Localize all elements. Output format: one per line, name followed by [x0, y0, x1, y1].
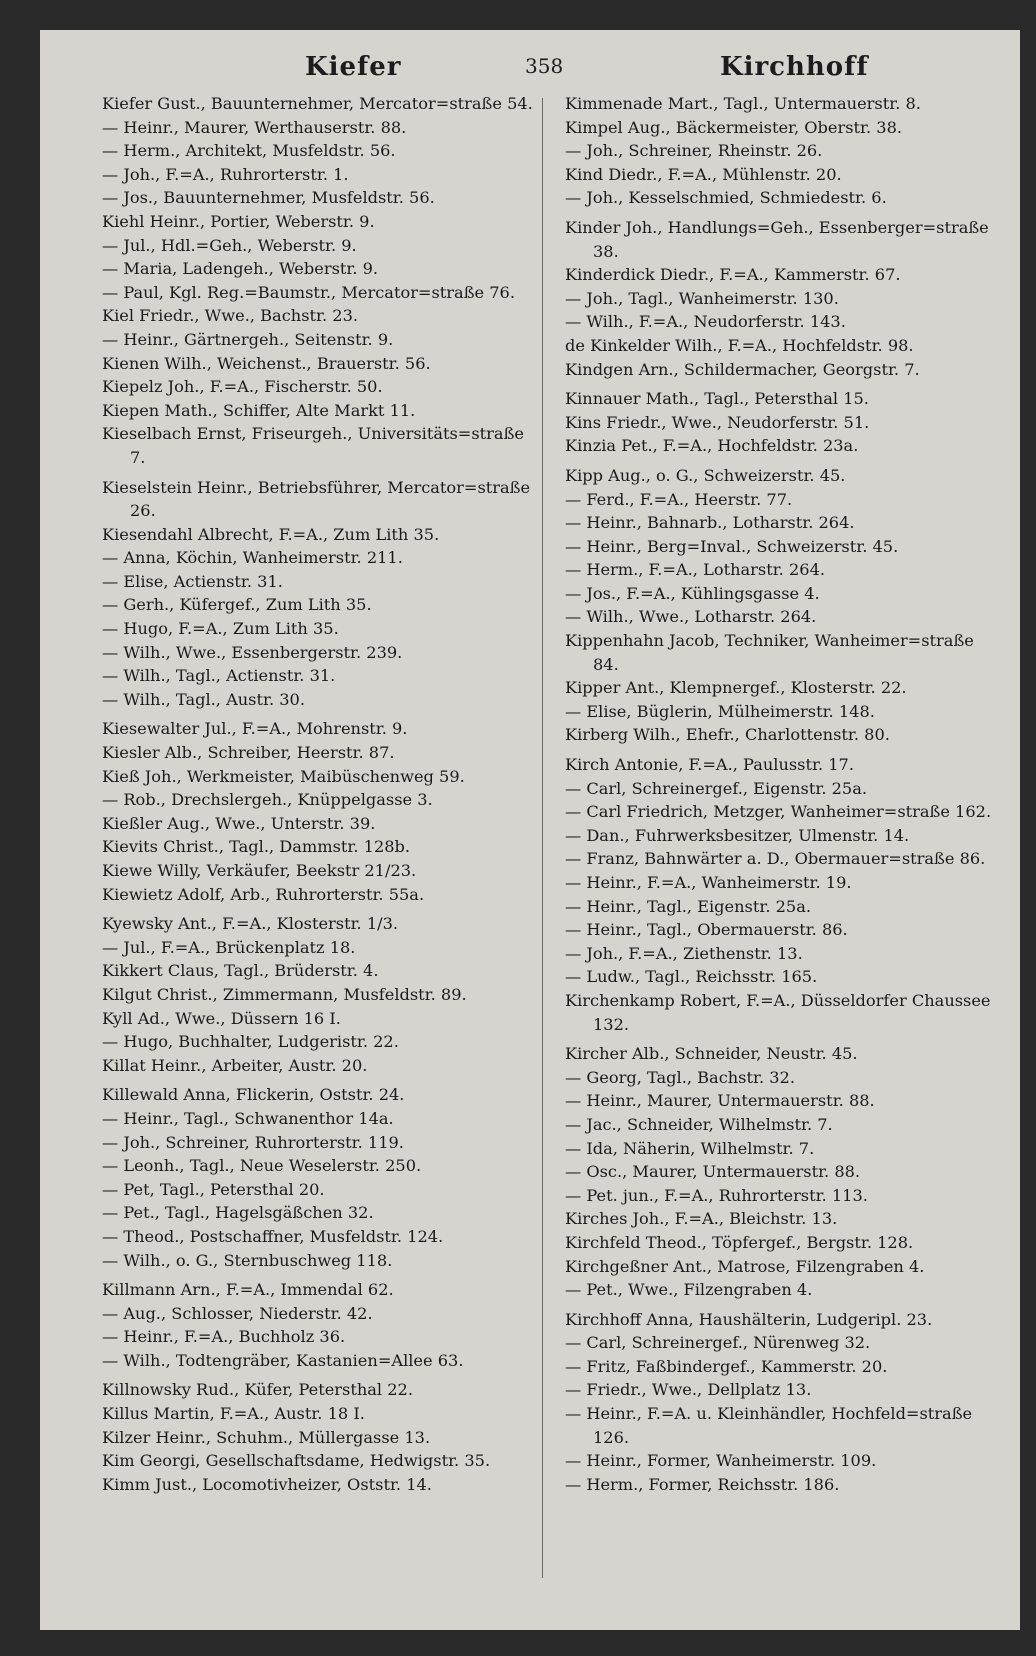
- directory-entry: — Heinr., Maurer, Untermauerstr. 88.: [565, 1091, 875, 1111]
- directory-entry: Kirch Antonie, F.=A., Paulusstr. 17.: [565, 755, 854, 775]
- directory-entry: Kirberg Wilh., Ehefr., Charlottenstr. 80.: [565, 725, 890, 745]
- directory-entry: — Wilh., Wwe., Essenbergerstr. 239.: [102, 642, 403, 662]
- directory-entry: — Pet., Wwe., Filzengraben 4.: [565, 1280, 813, 1300]
- directory-entry: Kirchenkamp Robert, F.=A., Düsseldorfer Chaussee 132.: [565, 990, 991, 1034]
- directory-entry: Kienen Wilh., Weichenst., Brauerstr. 56.: [102, 353, 431, 373]
- directory-entry: Kirches Joh., F.=A., Bleichstr. 13.: [565, 1209, 838, 1229]
- directory-entry: — Ludw., Tagl., Reichsstr. 165.: [565, 967, 818, 987]
- directory-entry: — Heinr., Bahnarb., Lotharstr. 264.: [565, 513, 855, 533]
- directory-entry: — Joh., Tagl., Wanheimerstr. 130.: [565, 288, 839, 308]
- directory-entry: Kiel Friedr., Wwe., Bachstr. 23.: [102, 306, 359, 326]
- directory-entry: — Wilh., Tagl., Actienstr. 31.: [102, 666, 336, 686]
- directory-entry: — Heinr., F.=A., Buchholz 36.: [102, 1327, 346, 1347]
- directory-entry: Killus Martin, F.=A., Austr. 18 I.: [102, 1404, 365, 1424]
- directory-entry: — Carl, Schreinergef., Nürenweg 32.: [565, 1333, 871, 1353]
- directory-entry: — Heinr., Maurer, Werthauserstr. 88.: [102, 117, 407, 137]
- directory-entry: — Osc., Maurer, Untermauerstr. 88.: [565, 1162, 861, 1182]
- directory-entry: — Ferd., F.=A., Heerstr. 77.: [565, 489, 793, 509]
- directory-entry: Kirchhoff Anna, Haushälterin, Ludgeripl. 23.: [565, 1309, 933, 1329]
- directory-entry: Kind Diedr., F.=A., Mühlenstr. 20.: [565, 164, 842, 184]
- directory-entry: — Pet. jun., F.=A., Ruhrorterstr. 113.: [565, 1185, 868, 1205]
- directory-entry: Kins Friedr., Wwe., Neudorferstr. 51.: [565, 412, 870, 432]
- directory-entry: — Heinr., Tagl., Schwanenthor 14a.: [102, 1108, 394, 1128]
- directory-entry: Kiehl Heinr., Portier, Weberstr. 9.: [102, 211, 375, 231]
- directory-entry: Kinzia Pet., F.=A., Hochfeldstr. 23a.: [565, 436, 859, 456]
- directory-entry: — Heinr., Tagl., Eigenstr. 25a.: [565, 896, 812, 916]
- directory-entry: Kircher Alb., Schneider, Neustr. 45.: [565, 1044, 858, 1064]
- directory-entry: — Pet., Tagl., Hagelsgäßchen 32.: [102, 1203, 374, 1223]
- column-divider: [542, 98, 543, 1578]
- directory-entry: — Jul., F.=A., Brückenplatz 18.: [102, 937, 356, 957]
- directory-entry: — Rob., Drechslergeh., Knüppelgasse 3.: [102, 790, 433, 810]
- right-column: [565, 92, 1000, 1496]
- directory-entry: Killnowsky Rud., Küfer, Petersthal 22.: [102, 1380, 413, 1400]
- directory-entry: — Joh., F.=A., Ziethenstr. 13.: [565, 943, 803, 963]
- directory-entry: — Pet, Tagl., Petersthal 20.: [102, 1179, 325, 1199]
- page-number: 358: [525, 54, 564, 78]
- directory-entry: — Wilh., o. G., Sternbuschweg 118.: [102, 1250, 393, 1270]
- directory-entry: — Joh., Schreiner, Rheinstr. 26.: [565, 141, 823, 161]
- directory-entry: Kieselstein Heinr., Betriebsführer, Mercator=straße 26.: [102, 477, 531, 521]
- directory-entry: — Ida, Näherin, Wilhelmstr. 7.: [565, 1138, 815, 1158]
- directory-entry: — Dan., Fuhrwerksbesitzer, Ulmenstr. 14.: [565, 825, 910, 845]
- directory-entry: — Jos., Bauunternehmer, Musfeldstr. 56.: [102, 188, 435, 208]
- directory-entry: Kiefer Gust., Bauunternehmer, Mercator=straße 54.: [102, 94, 533, 113]
- directory-entry: Kiesendahl Albrecht, F.=A., Zum Lith 35.: [102, 524, 440, 544]
- directory-entry: — Jac., Schneider, Wilhelmstr. 7.: [565, 1114, 833, 1134]
- directory-entry: Kiewietz Adolf, Arb., Ruhrorterstr. 55a.: [102, 884, 425, 904]
- directory-entry: Killmann Arn., F.=A., Immendal 62.: [102, 1280, 394, 1300]
- directory-entry: — Georg, Tagl., Bachstr. 32.: [565, 1067, 795, 1087]
- directory-entry: — Heinr., Gärtnergeh., Seitenstr. 9.: [102, 329, 394, 349]
- directory-entry: — Theod., Postschaffner, Musfeldstr. 124.: [102, 1226, 444, 1246]
- directory-entry: Killat Heinr., Arbeiter, Austr. 20.: [102, 1055, 368, 1075]
- directory-entry: Kilzer Heinr., Schuhm., Müllergasse 13.: [102, 1427, 431, 1447]
- directory-entry: Kirchgeßner Ant., Matrose, Filzengraben 4.: [565, 1256, 925, 1276]
- directory-entry: — Wilh., Wwe., Lotharstr. 264.: [565, 607, 817, 627]
- directory-entry: — Gerh., Küfergef., Zum Lith 35.: [102, 595, 372, 615]
- directory-entry: Kievits Christ., Tagl., Dammstr. 128b.: [102, 837, 411, 857]
- directory-entry: — Aug., Schlosser, Niederstr. 42.: [102, 1303, 373, 1323]
- directory-entry: — Hugo, F.=A., Zum Lith 35.: [102, 619, 339, 639]
- directory-entry: Kieselbach Ernst, Friseurgeh., Universitäts=straße 7.: [102, 424, 524, 467]
- header-left-word: Kiefer: [305, 52, 402, 82]
- directory-entry: de Kinkelder Wilh., F.=A., Hochfeldstr. 98.: [565, 335, 914, 355]
- directory-entry: — Anna, Köchin, Wanheimerstr. 211.: [102, 548, 403, 568]
- directory-entry: — Herm., Architekt, Musfeldstr. 56.: [102, 141, 396, 161]
- directory-entry: Kindgen Arn., Schildermacher, Georgstr. 7.: [565, 359, 920, 379]
- directory-entry: — Herm., F.=A., Lotharstr. 264.: [565, 560, 826, 580]
- directory-entry: — Heinr., Former, Wanheimerstr. 109.: [565, 1451, 877, 1471]
- page-header: [40, 40, 1020, 90]
- directory-entry: — Carl, Schreinergef., Eigenstr. 25a.: [565, 778, 868, 798]
- directory-entry: — Heinr., F.=A. u. Kleinhändler, Hochfeld=straße 126.: [565, 1404, 973, 1447]
- directory-entry: — Joh., Kesselschmied, Schmiedestr. 6.: [565, 188, 887, 208]
- directory-entry: — Fritz, Faßbindergef., Kammerstr. 20.: [565, 1356, 888, 1376]
- directory-entry: — Heinr., Tagl., Obermauerstr. 86.: [565, 920, 848, 940]
- directory-entry: Kippenhahn Jacob, Techniker, Wanheimer=straße 84.: [565, 631, 974, 674]
- directory-entry: Kyll Ad., Wwe., Düssern 16 I.: [102, 1008, 341, 1028]
- directory-entry: — Jul., Hdl.=Geh., Weberstr. 9.: [102, 235, 357, 255]
- directory-page: [40, 30, 1020, 1630]
- directory-entry: Killewald Anna, Flickerin, Oststr. 24.: [102, 1085, 405, 1105]
- directory-entry: — Wilh., Todtengräber, Kastanien=Allee 63.: [102, 1350, 464, 1370]
- left-column: [102, 92, 537, 1496]
- directory-entry: Kimmenade Mart., Tagl., Untermauerstr. 8.: [565, 94, 921, 113]
- header-right-word: Kirchhoff: [720, 52, 869, 82]
- directory-entry: Kikkert Claus, Tagl., Brüderstr. 4.: [102, 961, 379, 981]
- directory-entry: Kiewe Willy, Verkäufer, Beekstr 21/23.: [102, 861, 417, 880]
- directory-entry: Kieß Joh., Werkmeister, Maibüschenweg 59.: [102, 766, 465, 786]
- directory-entry: Kinder Joh., Handlungs=Geh., Essenberger=straße 38.: [565, 217, 989, 261]
- directory-entry: Kiepelz Joh., F.=A., Fischerstr. 50.: [102, 377, 383, 397]
- directory-entry: — Hugo, Buchhalter, Ludgeristr. 22.: [102, 1032, 399, 1052]
- directory-entry: — Wilh., F.=A., Neudorferstr. 143.: [565, 312, 846, 332]
- directory-entry: Kimpel Aug., Bäckermeister, Oberstr. 38.: [565, 117, 903, 137]
- directory-entry: — Leonh., Tagl., Neue Weselerstr. 250.: [102, 1156, 422, 1176]
- directory-entry: — Paul, Kgl. Reg.=Baumstr., Mercator=straße 76.: [102, 282, 515, 302]
- directory-entry: — Franz, Bahnwärter a. D., Obermauer=straße 86.: [565, 849, 986, 869]
- directory-entry: Kirchfeld Theod., Töpfergef., Bergstr. 128.: [565, 1232, 914, 1252]
- directory-entry: — Herm., Former, Reichsstr. 186.: [565, 1474, 840, 1494]
- directory-entry: Kim Georgi, Gesellschaftsdame, Hedwigstr. 35.: [102, 1451, 491, 1471]
- directory-entry: Kilgut Christ., Zimmermann, Musfeldstr. 89.: [102, 984, 467, 1004]
- directory-entry: Kinnauer Math., Tagl., Petersthal 15.: [565, 389, 869, 409]
- directory-entry: — Elise, Actienstr. 31.: [102, 571, 283, 591]
- directory-entry: — Heinr., F.=A., Wanheimerstr. 19.: [565, 873, 852, 892]
- directory-entry: Kimm Just., Locomotivheizer, Oststr. 14.: [102, 1474, 432, 1494]
- directory-entry: Kinderdick Diedr., F.=A., Kammerstr. 67.: [565, 265, 901, 285]
- directory-entry: Kiesler Alb., Schreiber, Heerstr. 87.: [102, 743, 395, 763]
- directory-entry: — Jos., F.=A., Kühlingsgasse 4.: [565, 583, 820, 603]
- directory-entry: Kießler Aug., Wwe., Unterstr. 39.: [102, 813, 376, 833]
- directory-entry: Kiepen Math., Schiffer, Alte Markt 11.: [102, 400, 416, 420]
- directory-entry: — Joh., F.=A., Ruhrorterstr. 1.: [102, 164, 349, 184]
- directory-entry: — Elise, Büglerin, Mülheimerstr. 148.: [565, 701, 875, 721]
- directory-entry: Kipp Aug., o. G., Schweizerstr. 45.: [565, 465, 846, 485]
- directory-entry: Kiesewalter Jul., F.=A., Mohrenstr. 9.: [102, 719, 408, 739]
- directory-entry: — Carl Friedrich, Metzger, Wanheimer=straße 162.: [565, 802, 992, 822]
- directory-entry: — Joh., Schreiner, Ruhrorterstr. 119.: [102, 1132, 404, 1152]
- directory-entry: — Wilh., Tagl., Austr. 30.: [102, 689, 305, 709]
- directory-entry: — Maria, Ladengeh., Weberstr. 9.: [102, 259, 379, 279]
- directory-entry: — Heinr., Berg=Inval., Schweizerstr. 45.: [565, 536, 899, 556]
- directory-entry: — Friedr., Wwe., Dellplatz 13.: [565, 1380, 812, 1400]
- directory-entry: Kyewsky Ant., F.=A., Klosterstr. 1/3.: [102, 914, 399, 934]
- directory-entry: Kipper Ant., Klempnergef., Klosterstr. 22.: [565, 678, 907, 698]
